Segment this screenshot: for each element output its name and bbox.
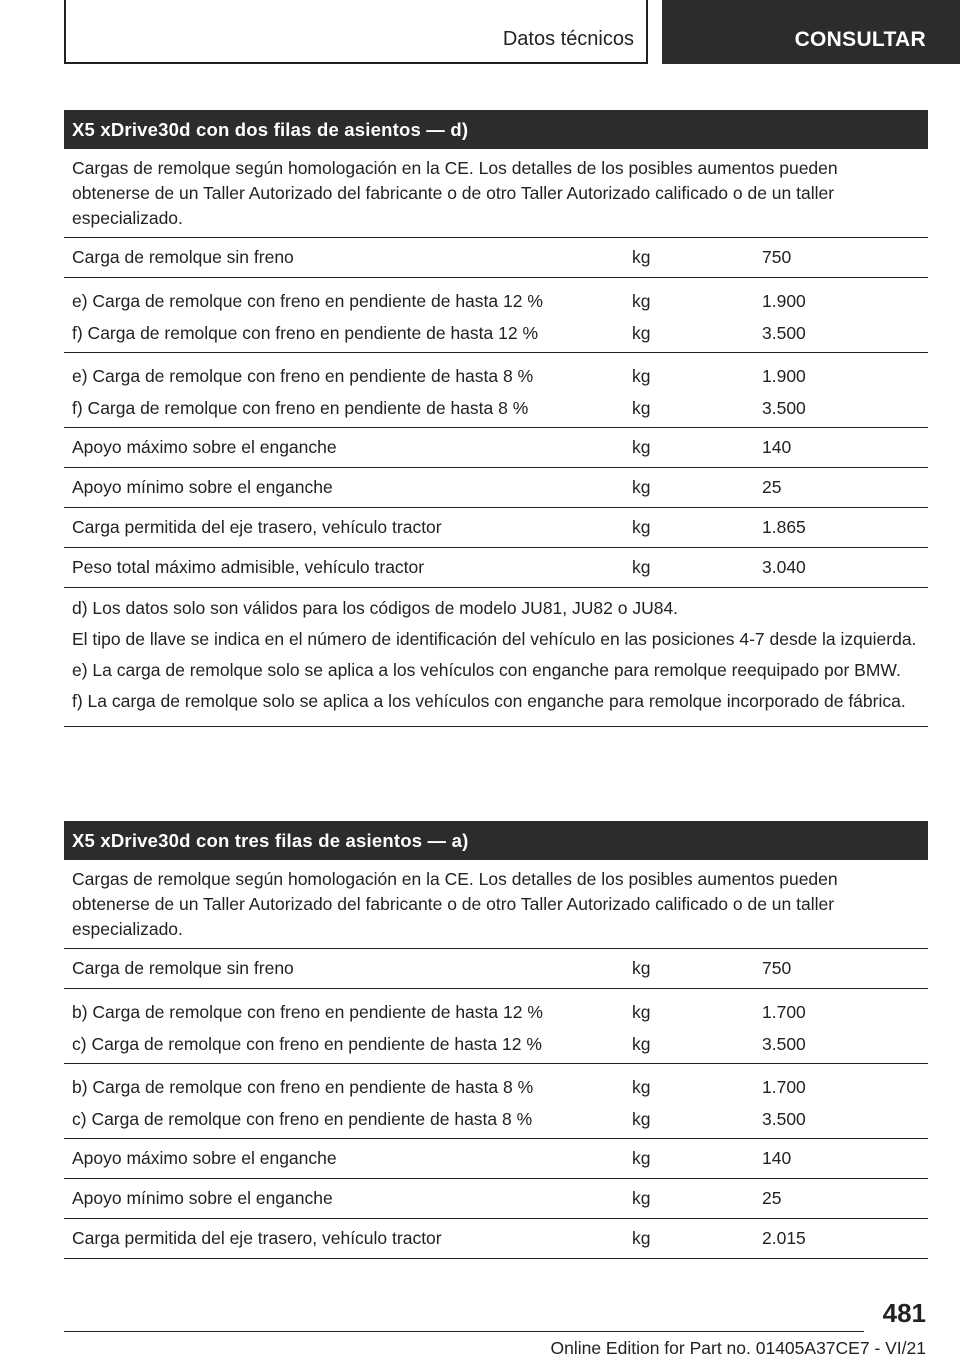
table-row xyxy=(64,508,928,548)
row-unit: kg xyxy=(632,323,651,343)
consultar-label: CONSULTAR xyxy=(794,28,926,51)
row-label: Apoyo máximo sobre el enganche xyxy=(72,1148,337,1168)
table-row xyxy=(64,1139,928,1179)
row-unit: kg xyxy=(632,517,651,537)
table-three-rows-seats xyxy=(64,821,928,1259)
row-label: Apoyo mínimo sobre el enganche xyxy=(72,1188,333,1208)
row-unit: kg xyxy=(632,958,651,978)
row-label: Carga permitida del eje trasero, vehículo tractor xyxy=(72,517,442,537)
footnote: d) Los datos solo son válidos para los códigos de modelo JU81, JU82 o JU84. xyxy=(72,598,679,618)
table-row xyxy=(64,428,928,468)
row-value: 750 xyxy=(762,958,792,978)
row-label: Apoyo mínimo sobre el enganche xyxy=(72,477,333,497)
row-label: Carga de remolque sin freno xyxy=(72,247,294,267)
row-label: Apoyo máximo sobre el enganche xyxy=(72,437,337,457)
page-number: 481 xyxy=(882,1298,926,1328)
table-footnotes xyxy=(64,588,928,727)
table-title: X5 xDrive30d con dos filas de asientos — d) xyxy=(64,110,928,149)
table-row xyxy=(64,238,928,278)
row-value: 1.900 xyxy=(762,366,806,386)
row-label: c) Carga de remolque con freno en pendiente de hasta 12 % xyxy=(72,1034,542,1054)
footnote: f) La carga de remolque solo se aplica a los vehículos con enganche para remolque incorporado de fábrica. xyxy=(72,691,906,711)
table-row xyxy=(64,1219,928,1259)
row-value: 1.900 xyxy=(762,291,806,311)
footer-edition: Online Edition for Part no. 01405A37CE7 - VI/21 xyxy=(550,1338,926,1358)
footnote: El tipo de llave se indica en el número de identificación del vehículo en las posiciones 4-7 desde la izquierda. xyxy=(72,629,917,649)
table-row xyxy=(64,278,928,353)
row-label: e) Carga de remolque con freno en pendiente de hasta 12 % xyxy=(72,291,543,311)
table-row xyxy=(64,1179,928,1219)
row-unit: kg xyxy=(632,1188,651,1208)
row-unit: kg xyxy=(632,291,651,311)
row-unit: kg xyxy=(632,1034,651,1054)
row-value: 140 xyxy=(762,1148,792,1168)
row-value: 1.865 xyxy=(762,517,806,537)
row-unit: kg xyxy=(632,1228,651,1248)
table-intro: Cargas de remolque según homologación en la CE. Los detalles de los posibles aumentos pueden obtenerse de un Taller Autorizado del fabricante o de otro Taller Autorizado calificado o de un taller especializado. xyxy=(64,149,928,238)
table-title: X5 xDrive30d con tres filas de asientos — a) xyxy=(64,821,928,860)
row-value: 3.500 xyxy=(762,1109,806,1129)
row-label: Peso total máximo admisible, vehículo tractor xyxy=(72,557,425,577)
row-value: 750 xyxy=(762,247,792,267)
row-unit: kg xyxy=(632,1077,651,1097)
row-label: b) Carga de remolque con freno en pendiente de hasta 8 % xyxy=(72,1077,534,1097)
table-row xyxy=(64,468,928,508)
row-value: 2.015 xyxy=(762,1228,806,1248)
row-unit: kg xyxy=(632,437,651,457)
row-label: b) Carga de remolque con freno en pendiente de hasta 12 % xyxy=(72,1002,543,1022)
row-value: 3.500 xyxy=(762,398,806,418)
row-label: Carga de remolque sin freno xyxy=(72,958,294,978)
header-section-tab xyxy=(64,0,648,64)
row-unit: kg xyxy=(632,557,651,577)
row-value: 3.500 xyxy=(762,323,806,343)
consultar-button[interactable] xyxy=(662,0,960,64)
table-row xyxy=(64,548,928,588)
table-row xyxy=(64,1064,928,1139)
row-unit: kg xyxy=(632,1109,651,1129)
footnote: e) La carga de remolque solo se aplica a los vehículos con enganche para remolque reequipado por BMW. xyxy=(72,660,901,680)
table-row xyxy=(64,989,928,1064)
row-unit: kg xyxy=(632,477,651,497)
row-value: 140 xyxy=(762,437,792,457)
row-value: 25 xyxy=(762,477,782,497)
row-unit: kg xyxy=(632,398,651,418)
table-intro: Cargas de remolque según homologación en la CE. Los detalles de los posibles aumentos pueden obtenerse de un Taller Autorizado del fabricante o de otro Taller Autorizado calificado o de un taller especializado. xyxy=(64,860,928,949)
row-label: e) Carga de remolque con freno en pendiente de hasta 8 % xyxy=(72,366,534,386)
row-label: c) Carga de remolque con freno en pendiente de hasta 8 % xyxy=(72,1109,533,1129)
row-unit: kg xyxy=(632,1002,651,1022)
row-label: f) Carga de remolque con freno en pendiente de hasta 12 % xyxy=(72,323,539,343)
row-value: 1.700 xyxy=(762,1002,806,1022)
row-label: f) Carga de remolque con freno en pendiente de hasta 8 % xyxy=(72,398,529,418)
row-value: 1.700 xyxy=(762,1077,806,1097)
row-value: 3.040 xyxy=(762,557,806,577)
row-value: 25 xyxy=(762,1188,782,1208)
row-unit: kg xyxy=(632,366,651,386)
footer-divider xyxy=(64,1331,864,1332)
table-row xyxy=(64,949,928,989)
row-unit: kg xyxy=(632,1148,651,1168)
row-value: 3.500 xyxy=(762,1034,806,1054)
table-row xyxy=(64,353,928,428)
row-label: Carga permitida del eje trasero, vehículo tractor xyxy=(72,1228,442,1248)
table-two-rows-seats xyxy=(64,110,928,727)
section-title: Datos técnicos xyxy=(502,28,634,50)
row-unit: kg xyxy=(632,247,651,267)
